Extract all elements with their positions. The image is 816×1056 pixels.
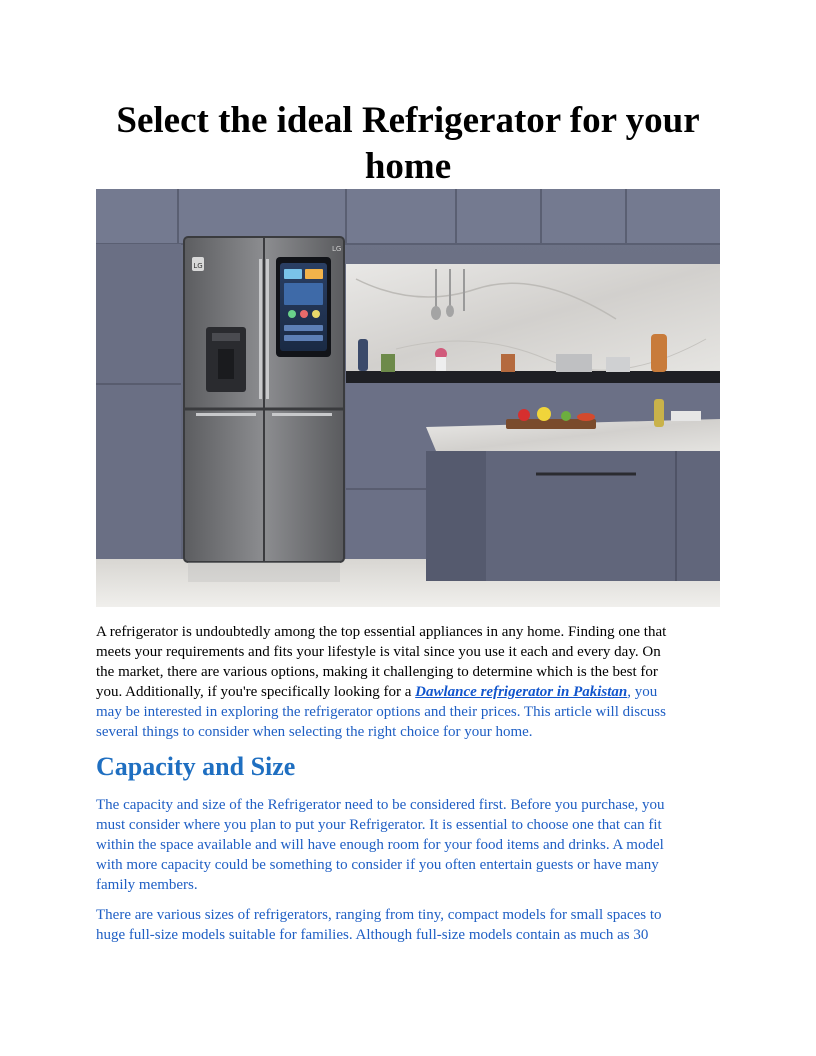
paragraph-line: There are various sizes of refrigerators, ranging from tiny, compact models for small spaces to xyxy=(96,907,662,923)
intro-line: may be interested in exploring the refrigerator options and their prices. This article will discuss xyxy=(96,704,666,720)
sizes-paragraph xyxy=(96,905,720,945)
paragraph-line: must consider where you plan to put your Refrigerator. It is essential to choose one that can fit xyxy=(96,817,662,833)
dawlance-refrigerator-link[interactable]: Dawlance refrigerator in Pakistan xyxy=(415,684,628,700)
capacity-paragraph xyxy=(96,795,720,895)
intro-paragraph xyxy=(96,622,720,742)
paragraph-line: huge full-size models suitable for families. Although full-size models contain as much as 30 xyxy=(96,927,649,943)
intro-line: A refrigerator is undoubtedly among the top essential appliances in any home. Finding one that xyxy=(96,624,667,640)
paragraph-line: The capacity and size of the Refrigerator need to be considered first. Before you purchase, you xyxy=(96,797,665,813)
svg-text:LG: LG xyxy=(332,245,342,253)
paragraph-line: with more capacity could be something to consider if you often entertain guests or have many xyxy=(96,857,659,873)
document-title: Select the ideal Refrigerator for your home xyxy=(116,100,700,187)
intro-line: several things to consider when selecting the right choice for your home. xyxy=(96,724,533,740)
intro-line-with-link xyxy=(96,682,720,702)
intro-text: , you xyxy=(627,684,658,700)
section-heading: Capacity and Size xyxy=(96,752,296,781)
intro-line: meets your requirements and fits your lifestyle is vital since you use it each and every day. On xyxy=(96,644,661,660)
brand-logo-icon: LG xyxy=(193,262,203,270)
hero-image xyxy=(96,189,720,607)
paragraph-line: within the space available and will have enough room for your food items and drinks. A model xyxy=(96,837,664,853)
paragraph-line: family members. xyxy=(96,877,198,893)
refrigerator-kitchen-illustration xyxy=(96,189,720,607)
intro-text: you. Additionally, if you're specifically looking for a xyxy=(96,684,416,700)
intro-line: the market, there are various options, making it challenging to determine which is the best for xyxy=(96,664,658,680)
